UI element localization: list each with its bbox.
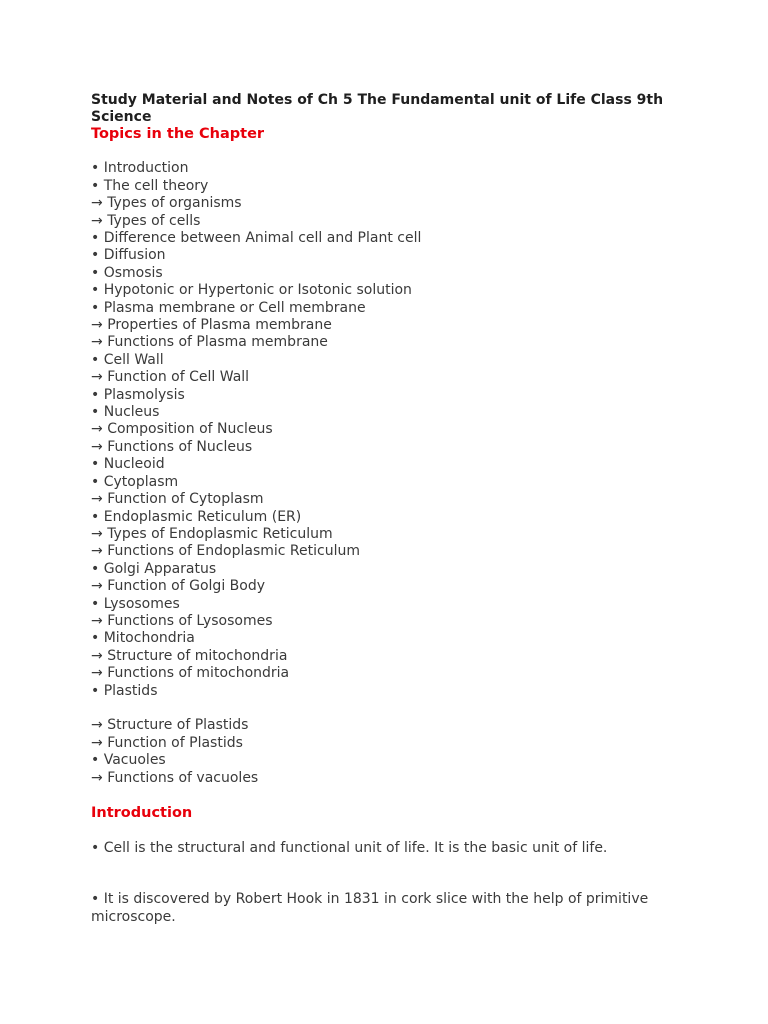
topic-label: Endoplasmic Reticulum (ER) [103, 508, 302, 525]
topic-label: The cell theory [103, 177, 209, 194]
arrow-marker: → [91, 195, 103, 212]
topic-item [91, 578, 691, 595]
topic-item [91, 439, 691, 456]
arrow-marker: → [91, 665, 103, 682]
document-page [91, 92, 691, 926]
arrow-marker: → [91, 734, 103, 751]
topic-label: Properties of Plasma membrane [107, 317, 332, 334]
topic-label: Vacuoles [103, 752, 166, 769]
topics-list [91, 160, 691, 787]
topic-label: Lysosomes [103, 595, 180, 612]
topic-label: Osmosis [103, 264, 163, 281]
arrow-marker: → [91, 578, 103, 595]
bullet-marker: • [91, 560, 100, 577]
intro-paragraph: • It is discovered by Robert Hook in 1831 in cork slice with the help of primitive microscope. [91, 891, 649, 925]
topic-label: Function of Plastids [107, 734, 243, 751]
topic-label: Structure of mitochondria [107, 647, 288, 664]
bullet-marker: • [91, 160, 100, 177]
topic-item [91, 648, 691, 665]
bullet-marker: • [91, 282, 100, 299]
topic-item [91, 613, 691, 630]
arrow-marker: → [91, 421, 103, 438]
topic-item [91, 491, 691, 508]
topic-item [91, 178, 691, 195]
document-title: Study Material and Notes of Ch 5 The Fundamental unit of Life Class 9th Science [91, 92, 664, 125]
topic-item [91, 509, 691, 526]
topic-label: Functions of Plasma membrane [107, 334, 328, 351]
topic-label: Golgi Apparatus [103, 560, 217, 577]
introduction-heading: Introduction [91, 805, 193, 821]
bullet-marker: • [91, 630, 100, 647]
topic-item [91, 300, 691, 317]
arrow-marker: → [91, 317, 103, 334]
topics-heading: Topics in the Chapter [91, 126, 265, 142]
topic-item [91, 195, 691, 212]
topic-label: Types of organisms [107, 195, 242, 212]
bullet-marker: • [91, 508, 100, 525]
topic-label: Introduction [103, 160, 189, 177]
intro-paragraph: • Cell is the structural and functional unit of life. It is the basic unit of life. [91, 840, 608, 856]
arrow-marker: → [91, 525, 103, 542]
bullet-marker: • [91, 473, 100, 490]
topic-label: Functions of Nucleus [107, 438, 253, 455]
topic-label: Function of Golgi Body [107, 578, 266, 595]
topic-label: Nucleus [103, 404, 160, 421]
bullet-marker: • [91, 264, 100, 281]
topic-item [91, 230, 691, 247]
topic-label: Mitochondria [103, 630, 195, 647]
topic-item [91, 665, 691, 682]
topic-label: Types of Endoplasmic Reticulum [107, 525, 333, 542]
topic-item [91, 387, 691, 404]
arrow-marker: → [91, 212, 103, 229]
arrow-marker: → [91, 769, 103, 786]
bullet-marker: • [91, 230, 100, 247]
topic-item [91, 752, 691, 769]
topic-label: Hypotonic or Hypertonic or Isotonic solution [103, 282, 412, 299]
arrow-marker: → [91, 647, 103, 664]
topic-label: Difference between Animal cell and Plant cell [103, 230, 422, 247]
arrow-marker: → [91, 491, 103, 508]
topic-item [91, 160, 691, 177]
arrow-marker: → [91, 334, 103, 351]
bullet-marker: • [91, 177, 100, 194]
topic-item [91, 526, 691, 543]
bullet-marker: • [91, 456, 100, 473]
bullet-marker: • [91, 682, 100, 699]
bullet-marker: • [91, 404, 100, 421]
topic-item [91, 334, 691, 351]
topic-label: Nucleoid [103, 456, 165, 473]
arrow-marker: → [91, 717, 103, 734]
topic-item [91, 456, 691, 473]
topic-item [91, 735, 691, 752]
topic-item [91, 421, 691, 438]
arrow-marker: → [91, 612, 103, 629]
arrow-marker: → [91, 438, 103, 455]
topic-label: Plasma membrane or Cell membrane [103, 299, 366, 316]
topic-item [91, 317, 691, 334]
bullet-marker: • [91, 351, 100, 368]
topic-label: Composition of Nucleus [107, 421, 273, 438]
arrow-marker: → [91, 369, 103, 386]
bullet-marker: • [91, 386, 100, 403]
topic-item [91, 543, 691, 560]
topic-label: Functions of Lysosomes [107, 612, 273, 629]
topic-item [91, 561, 691, 578]
topic-item [91, 717, 691, 734]
topic-label: Function of Cytoplasm [107, 491, 264, 508]
topic-item [91, 770, 691, 787]
topic-item [91, 282, 691, 299]
topic-label: Plasmolysis [103, 386, 185, 403]
topic-label: Cytoplasm [103, 473, 179, 490]
topic-label: Functions of Endoplasmic Reticulum [107, 543, 360, 560]
topic-item [91, 369, 691, 386]
topic-item [91, 213, 691, 230]
topic-item [91, 474, 691, 491]
topic-item [91, 596, 691, 613]
bullet-marker: • [91, 247, 100, 264]
topic-label: Diffusion [103, 247, 166, 264]
bullet-marker: • [91, 299, 100, 316]
topic-label: Plastids [103, 682, 158, 699]
topic-item [91, 265, 691, 282]
arrow-marker: → [91, 543, 103, 560]
topic-item [91, 247, 691, 264]
topic-item [91, 404, 691, 421]
topic-label: Functions of mitochondria [107, 665, 290, 682]
bullet-marker: • [91, 752, 100, 769]
topic-label: Structure of Plastids [107, 717, 249, 734]
topic-label: Function of Cell Wall [107, 369, 250, 386]
topic-item [91, 683, 691, 700]
topic-label: Types of cells [107, 212, 201, 229]
bullet-marker: • [91, 595, 100, 612]
topic-item [91, 352, 691, 369]
topic-item [91, 630, 691, 647]
topic-label: Functions of vacuoles [107, 769, 259, 786]
topic-label: Cell Wall [103, 351, 164, 368]
